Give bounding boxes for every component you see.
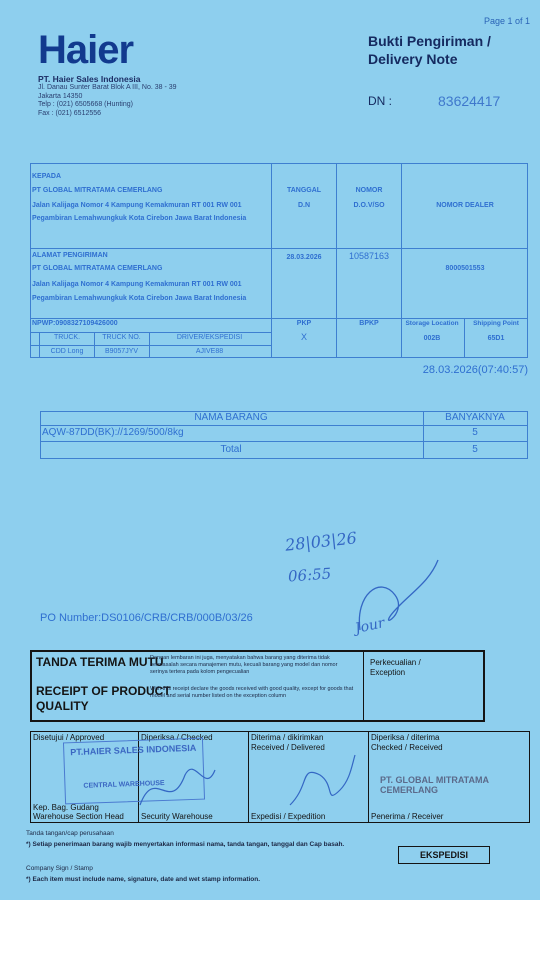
pkp-label: PKP — [296, 320, 312, 327]
company-address: Jl. Danau Sunter Barat Blok A III, No. 38 - 39 Jakarta 14350 Telp : (021) 6505668 (Hunting) Fax : (021) 6512556 — [38, 84, 177, 117]
alamat-name: PT GLOBAL MITRATAMA CEMERLANG — [32, 265, 163, 272]
footer-company-sign-en: Company Sign / Stamp — [26, 865, 93, 872]
driver-label: DRIVER/EKSPEDISI — [176, 334, 243, 341]
company-name: PT. Haier Sales Indonesia — [38, 74, 141, 84]
sig-approved-label: Disetujui / Approved — [33, 733, 105, 742]
kepada-label: KEPADA — [32, 173, 62, 180]
kepada-address-2: Pegambiran Lemahwungkuk Kota Cirebon Jawa Barat Indonesia — [32, 215, 247, 222]
sig-checked-label: Diperiksa / Checked — [141, 733, 213, 742]
shipping-point-label: Shipping Point — [473, 320, 519, 327]
handwritten-signature: Jour — [353, 615, 387, 637]
storage-location-label: Storage Location — [405, 320, 459, 327]
receiver-company-stamp: PT. GLOBAL MITRATAMA CEMERLANG — [380, 775, 489, 795]
dn-label: DN : — [368, 94, 392, 108]
handwritten-date: 28|03|26 — [284, 528, 358, 555]
sig-checked-received-1: Diperiksa / diterima — [371, 733, 440, 742]
exception-label-2: Exception — [370, 668, 406, 677]
expedition-signature — [280, 745, 360, 815]
sig-head-label-2: Warehouse Section Head — [33, 812, 124, 821]
pkp-value: X — [300, 332, 307, 342]
alamat-address-2: Pegambiran Lemahwungkuk Kota Cirebon Jawa Barat Indonesia — [32, 295, 247, 302]
sig-received-delivered-1: Diterima / dikirimkan — [251, 733, 324, 742]
goods-total-label: Total — [220, 444, 242, 455]
goods-row-qty: 5 — [472, 427, 478, 438]
nomor-value: 10587163 — [348, 251, 390, 261]
shipping-value: 65D1 — [487, 335, 505, 342]
nomor-sub: D.O.V/SO — [353, 202, 385, 209]
goods-row-name: AQW-87DD(BK)://1269/500/8kg — [42, 427, 184, 438]
po-number: PO Number:DS0106/CRB/CRB/000B/03/26 — [40, 612, 253, 624]
kepada-name: PT GLOBAL MITRATAMA CEMERLANG — [32, 187, 163, 194]
haier-warehouse-stamp: PT.HAIER SALES INDONESIA CENTRAL WAREHOUSE — [63, 738, 205, 805]
dealer-value: 8000501553 — [445, 265, 485, 272]
sig-expedition-label: Expedisi / Expedition — [251, 812, 326, 821]
footer-note-id: *) Setiap penerimaan barang wajib menyertakan informasi nama, tanda tangan, tanggal dan Cap basah. — [26, 841, 345, 848]
sig-head-label-1: Kep. Bag. Gudang — [33, 803, 99, 812]
npwp: NPWP:0908327109426000 — [32, 320, 118, 327]
goods-col-name: NAMA BARANG — [194, 412, 268, 423]
tanggal-sub: D.N — [297, 202, 311, 209]
receipt-title-en-2: QUALITY — [36, 699, 89, 713]
dn-number: 83624417 — [438, 93, 501, 109]
document-title: Bukti Pengiriman / Delivery Note — [368, 33, 491, 67]
goods-total-value: 5 — [472, 444, 478, 455]
receipt-note-en: With this receipt declare the goods received with good quality, except for goods that model and serial number listed on the exception column — [150, 686, 354, 699]
goods-col-qty: BANYAKNYA — [445, 412, 505, 423]
page-indicator: Page 1 of 1 — [483, 16, 530, 26]
truck-value: CDD Long — [50, 348, 84, 355]
security-signature — [130, 755, 220, 815]
receipt-title-en-1: RECEIPT OF PRODUCT — [36, 684, 171, 698]
sig-security-label: Security Warehouse — [141, 812, 213, 821]
tanggal-value: 28.03.2026 — [286, 254, 322, 261]
bpkp-label: BPKP — [359, 320, 379, 327]
sig-receiver-label: Penerima / Receiver — [371, 812, 444, 821]
nomor-label: NOMOR — [355, 187, 383, 194]
signature-scribble — [340, 555, 440, 645]
receipt-title-id: TANDA TERIMA MUTU — [36, 655, 164, 669]
sig-checked-received-2: Checked / Received — [371, 743, 443, 752]
truck-no-value: B9057JYV — [104, 348, 139, 355]
alamat-label: ALAMAT PENGIRIMAN — [32, 252, 108, 259]
print-timestamp: 28.03.2026(07:40:57) — [422, 364, 528, 376]
alamat-address-1: Jalan Kalijaga Nomor 4 Kampung Kemakmuran RT 001 RW 001 — [32, 281, 242, 288]
kepada-address-1: Jalan Kalijaga Nomor 4 Kampung Kemakmuran RT 001 RW 001 — [32, 202, 242, 209]
storage-value: 002B — [423, 335, 441, 342]
handwritten-time: 06:55 — [287, 564, 332, 586]
receipt-note-id: Dengan lembaran ini juga, menyatakan bahwa barang yang diterima tidak bermasalah secara manajemen mutu, kecuali barang yang model dan nomor serinya tertera pada kolom pengecualian — [150, 655, 338, 675]
driver-value: AJIVE88 — [195, 348, 224, 355]
tanggal-label: TANGGAL — [286, 187, 322, 194]
haier-logo: Haier — [38, 28, 134, 72]
footer-note-en: *) Each item must include name, signature, date and wet stamp information. — [26, 876, 261, 883]
sig-received-delivered-2: Received / Delivered — [251, 743, 325, 752]
truck-no-label: TRUCK NO. — [102, 334, 141, 341]
exception-label-1: Perkecualian / — [370, 658, 421, 667]
ekspedisi-copy-label: EKSPEDISI — [398, 846, 490, 864]
footer-company-sign-id: Tanda tangan/cap perusahaan — [26, 830, 114, 837]
nomor-dealer-label: NOMOR DEALER — [436, 202, 494, 209]
truck-label: TRUCK. — [53, 334, 81, 341]
